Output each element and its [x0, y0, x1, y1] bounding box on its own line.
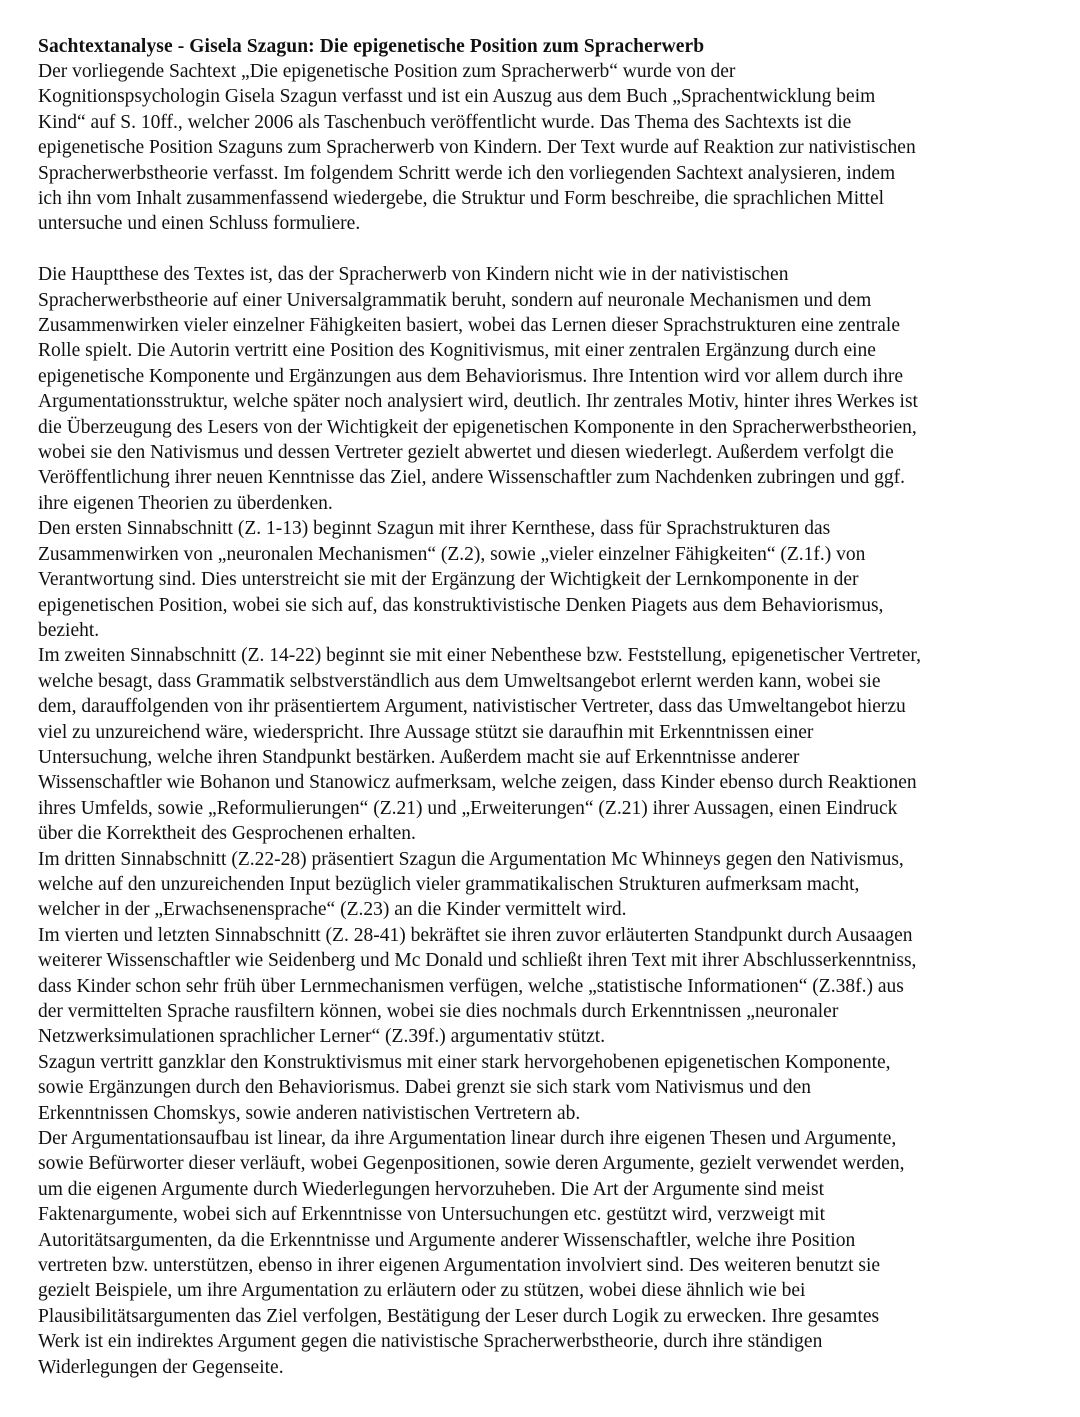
paragraph — [38, 262, 1042, 516]
text-line: Veröffentlichung ihrer neuen Kenntnisse das Ziel, andere Wissenschaftler zum Nachdenken zubringen und ggf. — [38, 467, 906, 489]
text-line: Im zweiten Sinnabschnitt (Z. 14-22) beginnt sie mit einer Nebenthese bzw. Feststellung, epigenetischer Vertreter, — [38, 645, 921, 667]
text-line: gezielt Beispiele, um ihre Argumentation zu erläutern oder zu stützen, wobei diese ähnlich wie bei — [38, 1280, 806, 1302]
text-line: epigenetische Komponente und Ergänzungen aus dem Behaviorismus. Ihre Intention wird vor allem durch ihre — [38, 365, 903, 387]
text-line: Widerlegungen der Gegenseite. — [38, 1356, 284, 1378]
text-line: Kind“ auf S. 10ff., welcher 2006 als Taschenbuch veröffentlicht wurde. Das Thema des Sachtexts ist die — [38, 111, 852, 133]
paragraph-gap — [38, 237, 1042, 262]
text-line: um die eigenen Argumente durch Wiederlegungen hervorzuheben. Die Art der Argumente sind meist — [38, 1178, 825, 1200]
text-line: Der vorliegende Sachtext „Die epigenetische Position zum Spracherwerb“ wurde von der — [38, 61, 736, 82]
text-line: Den ersten Sinnabschnitt (Z. 1-13) beginnt Szagun mit ihrer Kernthese, dass für Sprachstrukturen das — [38, 518, 831, 540]
text-line: Spracherwerbstheorie auf einer Universalgrammatik beruht, sondern auf neuronale Mechanismen und dem — [38, 289, 872, 311]
text-line: Der Argumentationsaufbau ist linear, da ihre Argumentation linear durch ihre eigenen Thesen und Argumente, — [38, 1128, 897, 1150]
text-line: Im dritten Sinnabschnitt (Z.22-28) präsentiert Szagun die Argumentation Mc Whinneys gegen den Nativismus, — [38, 848, 904, 870]
paragraph — [38, 847, 1042, 923]
text-line: welche auf den unzureichenden Input bezüglich vieler grammatikalischen Strukturen aufmerksam macht, — [38, 873, 860, 895]
text-line: Zusammenwirken vieler einzelner Fähigkeiten basiert, wobei das Lernen dieser Sprachstrukturen eine zentrale — [38, 315, 900, 337]
paragraph — [38, 516, 1042, 643]
text-line: Spracherwerbstheorie verfasst. Im folgendem Schritt werde ich den vorliegenden Sachtext analysieren, indem — [38, 162, 896, 184]
text-line: dem, darauffolgenden von ihr präsentiertem Argument, nativistischer Vertreter, dass das Umweltangebot hierzu — [38, 696, 906, 718]
paragraph — [38, 1126, 1042, 1380]
text-line: viel zu unzureichend wäre, wiederspricht. Ihre Aussage stützt sie daraufhin mit Erkenntnissen einer — [38, 721, 814, 743]
text-line: Kognitionspsychologin Gisela Szagun verfasst und ist ein Auszug aus dem Buch „Sprachentwicklung beim — [38, 86, 876, 108]
text-line: sowie Befürworter dieser verläuft, wobei Gegenpositionen, sowie deren Argumente, gezielt verwendet werden, — [38, 1153, 905, 1175]
text-line: Rolle spielt. Die Autorin vertritt eine Position des Kognitivismus, mit einer zentralen Ergänzung durch eine — [38, 340, 876, 362]
paragraph — [38, 923, 1042, 1050]
text-line: sowie Ergänzungen durch den Behaviorismus. Dabei grenzt sie sich stark vom Nativismus und den — [38, 1077, 811, 1099]
text-line: ich ihn vom Inhalt zusammenfassend wiedergebe, die Struktur und Form beschreibe, die sprachlichen Mittel — [38, 188, 885, 210]
text-line: Plausibilitätsargumenten das Ziel verfolgen, Bestätigung der Leser durch Logik zu erwecken. Ihre gesamtes — [38, 1305, 880, 1327]
text-line: weiterer Wissenschaftler wie Seidenberg und Mc Donald und schließt ihren Text mit ihrer Abschlusserkenntniss, — [38, 950, 917, 972]
text-line: ihres Umfelds, sowie „Reformulierungen“ (Z.21) und „Erweiterungen“ (Z.21) ihrer Aussagen, einen Eindruck — [38, 797, 898, 819]
text-line: Zusammenwirken von „neuronalen Mechanismen“ (Z.2), sowie „vieler einzelner Fähigkeiten“ (Z.1f.) von — [38, 543, 866, 565]
paragraph — [38, 643, 1042, 846]
text-line: Die Hauptthese des Textes ist, das der Spracherwerb von Kindern nicht wie in der nativistischen — [38, 264, 789, 286]
document-title: Sachtextanalyse - Gisela Szagun: Die epigenetische Position zum Spracherwerb — [38, 36, 705, 57]
text-line: über die Korrektheit des Gesprochenen erhalten. — [38, 823, 416, 845]
text-line: Netzwerksimulationen sprachlicher Lerner“ (Z.39f.) argumentativ stützt. — [38, 1026, 606, 1048]
text-line: Faktenargumente, wobei sich auf Erkenntnisse von Untersuchungen etc. gestützt wird, verzweigt mit — [38, 1204, 826, 1226]
text-line: untersuche und einen Schluss formuliere. — [38, 213, 361, 235]
text-line: der vermittelten Sprache rausfiltern können, wobei sie dies nochmals durch Erkenntnissen „neuronaler — [38, 1001, 839, 1023]
text-line: bezieht. — [38, 619, 100, 641]
text-line: Szagun vertritt ganzklar den Konstruktivismus mit einer stark hervorgehobenen epigenetischen Komponente, — [38, 1051, 891, 1073]
text-line: welcher in der „Erwachsenensprache“ (Z.23) an die Kinder vermittelt wird. — [38, 899, 627, 921]
text-line: Im vierten und letzten Sinnabschnitt (Z. 28-41) bekräftet sie ihren zuvor erläuterten Standpunkt durch Ausaagen — [38, 924, 913, 946]
text-line: Wissenschaftler wie Bohanon und Stanowicz aufmerksam, welche zeigen, dass Kinder ebenso durch Reaktionen — [38, 772, 917, 794]
paragraph — [38, 59, 1042, 237]
text-line: Autoritätsargumenten, da die Erkenntnisse und Argumente anderer Wissenschaftler, welche ihre Position — [38, 1229, 856, 1251]
document-body — [38, 59, 1042, 1380]
paragraph — [38, 1050, 1042, 1126]
text-line: Erkenntnissen Chomskys, sowie anderen nativistischen Vertretern ab. — [38, 1102, 581, 1124]
text-line: welche besagt, dass Grammatik selbstverständlich aus dem Umweltsangebot erlernt werden kann, wobei sie — [38, 670, 881, 692]
text-line: epigenetischen Position, wobei sie sich auf, das konstruktivistische Denken Piagets aus dem Behaviorismus, — [38, 594, 884, 616]
text-line: Untersuchung, welche ihren Standpunkt bestärken. Außerdem macht sie auf Erkenntnisse anderer — [38, 746, 800, 768]
text-line: wobei sie den Nativismus und dessen Vertreter gezielt abwertet und diesen wiederlegt. Außerdem verfolgt die — [38, 442, 894, 464]
text-line: Verantwortung sind. Dies unterstreicht sie mit der Ergänzung der Wichtigkeit der Lernkomponente in der — [38, 569, 859, 591]
text-line: ihre eigenen Theorien zu überdenken. — [38, 492, 333, 514]
text-line: vertreten bzw. unterstützen, ebenso in ihrer eigenen Argumentation involviert sind. Des weiteren benutzt sie — [38, 1255, 881, 1277]
text-line: dass Kinder schon sehr früh über Lernmechanismen verfügen, welche „statistische Informationen“ (Z.38f.) aus — [38, 975, 904, 997]
text-line: epigenetische Position Szaguns zum Spracherwerb von Kindern. Der Text wurde auf Reaktion zur nativistischen — [38, 137, 916, 159]
text-line: die Überzeugung des Lesers von der Wichtigkeit der epigenetischen Komponente in den Spracherwerbstheorien, — [38, 416, 917, 438]
text-line: Werk ist ein indirektes Argument gegen die nativistische Spracherwerbstheorie, durch ihre ständigen — [38, 1331, 823, 1353]
text-line: Argumentationsstruktur, welche später noch analysiert wird, deutlich. Ihr zentrales Motiv, hinter ihres Werkes ist — [38, 391, 918, 413]
